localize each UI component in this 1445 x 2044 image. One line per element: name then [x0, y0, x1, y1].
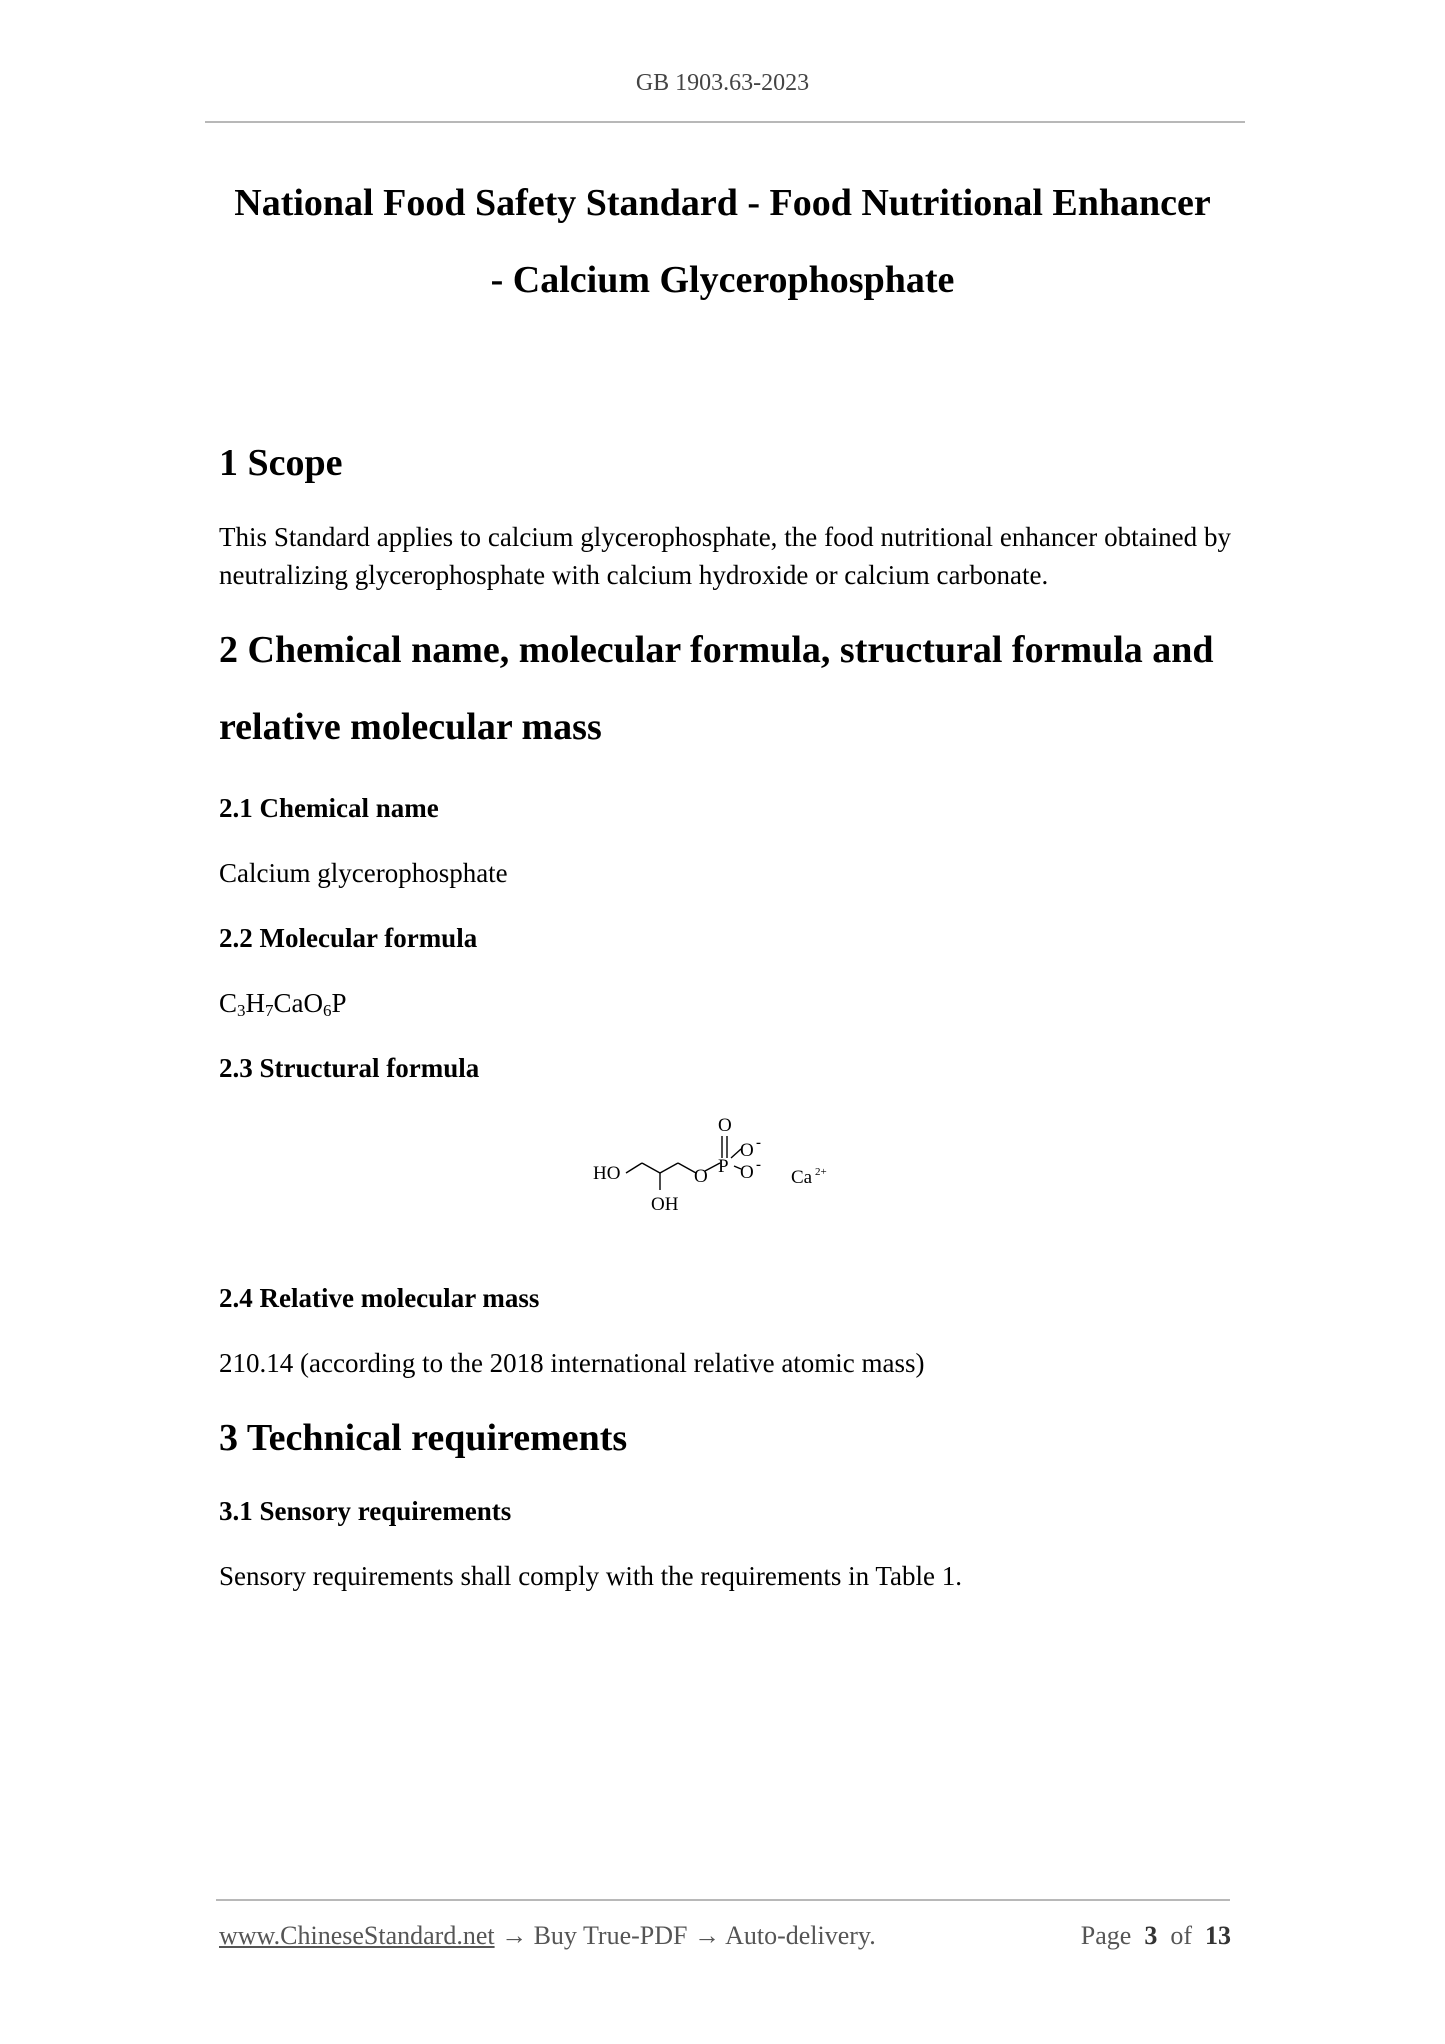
structural-formula-figure — [219, 1118, 1231, 1278]
title-line-1: National Food Safety Standard - Food Nutritional Enhancer — [234, 182, 1211, 224]
total-page-count: 13 — [1205, 1921, 1231, 1950]
structural-formula-diagram — [589, 1118, 889, 1238]
section-2-3-heading: 2.3 Structural formula — [219, 1053, 480, 1083]
section-3-heading: 3 Technical requirements — [219, 1417, 628, 1459]
ester-oxygen-label: O — [694, 1166, 708, 1187]
auto-delivery-text: Auto-delivery. — [725, 1921, 876, 1950]
current-page-number: 3 — [1144, 1921, 1158, 1950]
header-divider — [205, 121, 1245, 123]
arrow-icon: → — [501, 1921, 528, 1950]
section-2-heading-line-1: 2 Chemical name, molecular formula, structural formula and — [219, 629, 1214, 671]
standard-code: GB 1903.63-2023 — [635, 70, 810, 96]
phosphoryl-oxygen-label: O — [718, 1118, 732, 1136]
negative-charge-lower: - — [756, 1157, 761, 1173]
section-1-body: This Standard applies to calcium glycerophosphate, the food nutritional enhancer obtained by neutralizing glycerophosphate with calcium hydroxide or calcium carbonate. — [219, 522, 1231, 590]
secondary-hydroxyl-label: OH — [651, 1194, 679, 1215]
section-2-1-heading: 2.1 Chemical name — [219, 793, 439, 823]
hydroxyl-label: HO — [593, 1163, 621, 1184]
section-2-4-heading: 2.4 Relative molecular mass — [219, 1283, 540, 1313]
footer-divider — [216, 1899, 1230, 1901]
section-1-heading: 1 Scope — [219, 442, 343, 484]
buy-true-pdf-text: Buy True-PDF — [533, 1921, 688, 1950]
sensory-requirements-body: Sensory requirements shall comply with the requirements in Table 1. — [219, 1561, 962, 1591]
phosphorus-label: P — [718, 1156, 729, 1177]
molecular-formula: $C_3H_7CaO_6P$ — [219, 988, 347, 1020]
relative-molecular-mass: 210.14 (according to the 2018 international relative atomic mass) — [219, 1348, 925, 1378]
section-2-heading-line-2: relative molecular mass — [219, 706, 602, 748]
footer-promo — [219, 1921, 876, 1951]
arrow-icon: → — [694, 1921, 720, 1950]
document-title — [200, 165, 1245, 319]
section-3-1-heading: 3.1 Sensory requirements — [219, 1496, 512, 1526]
title-line-2: - Calcium Glycerophosphate — [490, 259, 955, 301]
section-2-2-heading: 2.2 Molecular formula — [219, 923, 478, 953]
chemical-name: Calcium glycerophosphate — [219, 858, 508, 888]
negative-charge-upper: - — [756, 1135, 761, 1151]
calcium-label: Ca — [791, 1167, 813, 1188]
oxide-label-upper: O — [740, 1140, 754, 1161]
section-2-heading — [219, 612, 1231, 766]
oxide-label-lower: O — [740, 1162, 754, 1183]
document-body — [219, 425, 1231, 1595]
calcium-charge: 2+ — [815, 1166, 827, 1178]
chinesestandard-link[interactable]: www.ChineseStandard.net — [219, 1921, 495, 1950]
page-number: Page 3 of 13 — [1080, 1921, 1231, 1950]
